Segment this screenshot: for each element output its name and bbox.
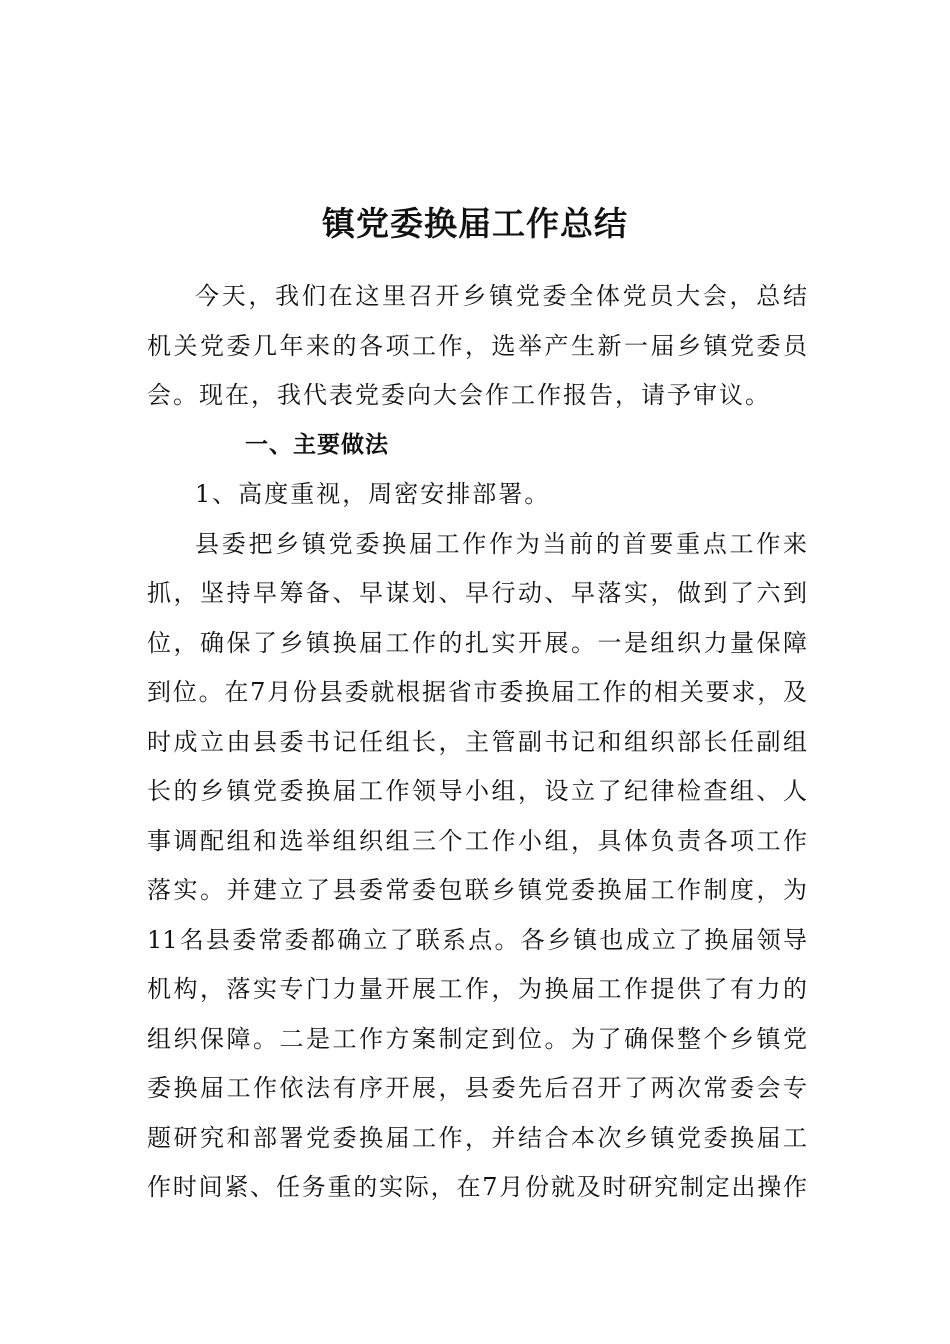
body-line-13: 题研究和部署党委换届工作，并结合本次乡镇党委换届工 — [147, 1124, 807, 1152]
section-heading: 一、主要做法 — [245, 432, 389, 458]
body-line-9: 11名县委常委都确立了联系点。各乡镇也成立了换届领导 — [147, 926, 807, 954]
body-line-1: 县委把乡镇党委换届工作作为当前的首要重点工作来 — [195, 530, 807, 558]
body-line-2: 抓，坚持早筹备、早谋划、早行动、早落实，做到了六到 — [147, 579, 807, 607]
body-line-12: 委换届工作依法有序开展，县委先后召开了两次常委会专 — [147, 1074, 807, 1102]
intro-line-2: 机关党委几年来的各项工作，选举产生新一届乡镇党委员 — [147, 332, 807, 360]
body-line-8: 落实。并建立了县委常委包联乡镇党委换届工作制度，为 — [147, 876, 807, 904]
intro-line-3: 会。现在，我代表党委向大会作工作报告，请予审议。 — [147, 381, 771, 409]
body-line-6: 长的乡镇党委换届工作领导小组，设立了纪律检查组、人 — [147, 777, 807, 805]
subheading: 1、高度重视，周密安排部署。 — [195, 480, 551, 508]
body-line-3: 位，确保了乡镇换届工作的扎实开展。一是组织力量保障 — [147, 629, 807, 657]
body-line-14: 作时间紧、任务重的实际，在7月份就及时研究制定出操作 — [147, 1173, 807, 1201]
body-line-5: 时成立由县委书记任组长，主管副书记和组织部长任副组 — [147, 728, 807, 756]
body-line-11: 组织保障。二是工作方案制定到位。为了确保整个乡镇党 — [147, 1025, 807, 1053]
document-title: 镇党委换届工作总结 — [322, 204, 628, 243]
body-line-7: 事调配组和选举组织组三个工作小组，具体负责各项工作 — [147, 827, 807, 855]
intro-line-1: 今天，我们在这里召开乡镇党委全体党员大会，总结 — [195, 282, 807, 310]
body-line-4: 到位。在7月份县委就根据省市委换届工作的相关要求，及 — [147, 678, 807, 706]
body-line-10: 机构，落实专门力量开展工作，为换届工作提供了有力的 — [147, 975, 807, 1003]
